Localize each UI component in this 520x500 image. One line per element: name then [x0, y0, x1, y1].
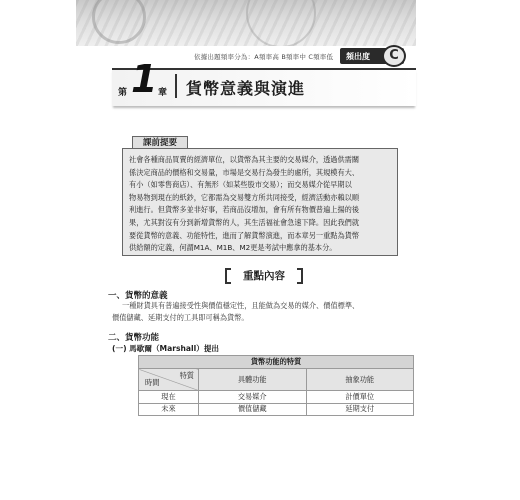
table-row — [139, 391, 414, 404]
frequency-badge-label: 頻出度 — [346, 52, 370, 61]
table-row — [139, 403, 414, 416]
preface-line: 有小（如零售商店）、有無形（如某些股市交易）；而交易媒介從早期以 — [129, 180, 352, 190]
section-paragraph: 價值儲藏、延期支付的工具即可稱為貨幣。 — [112, 313, 249, 322]
preface-line: 要從貨幣的意義、功能特性，進而了解貨幣演進，而本章另一重點為貨幣 — [129, 230, 360, 240]
table-cell: 交易媒介 — [199, 391, 307, 404]
section-title: 二、貨幣功能 — [108, 333, 160, 343]
section-title: 一、貨幣的意義 — [108, 291, 168, 301]
corner-top-label: 特質 — [179, 371, 194, 380]
preface-line: 果，尤其對沒有分到新增貨幣的人，其生活福祉會急速下降。因此我們就 — [129, 217, 360, 227]
chapter-suffix: 章 — [158, 88, 168, 98]
preface-line: 物易物到現在的紙鈔，它都需為交易雙方所共同接受，經濟活動亦賴以順 — [129, 192, 360, 202]
money-function-table — [138, 355, 414, 416]
table-cell: 延期支付 — [306, 403, 414, 416]
preface-line: 供給額的定義，何謂M1A、M1B、M2更是考試中應拿的基本分。 — [129, 243, 337, 253]
header-banner — [76, 0, 416, 46]
column-header: 具體功能 — [199, 369, 307, 391]
table-caption: 貨幣功能的特質 — [139, 356, 414, 369]
chapter-prefix: 第 — [118, 88, 128, 98]
table-cell: 未來 — [139, 403, 199, 416]
table-cell: 現在 — [139, 391, 199, 404]
preface-line: 利進行。但貨幣多並非好事，若商品沒增加，會有所有物價普遍上揚的後 — [129, 205, 360, 215]
section-paragraph: 一種財貨具有普遍接受性與價值穩定性，且能做為交易的媒介、價值標準、 — [122, 301, 360, 310]
preface-tab: 課前提要 — [132, 136, 188, 150]
frequency-badge — [340, 48, 404, 64]
table-cell: 計價單位 — [306, 391, 414, 404]
key-points-heading: 重點內容 — [225, 268, 303, 284]
chapter-number: 1 — [131, 57, 158, 101]
table-corner-cell — [139, 369, 199, 391]
subsection-title: (一) 馬歇爾（Marshall）提出 — [112, 344, 220, 353]
chapter-divider — [175, 74, 177, 98]
preface-box — [122, 148, 398, 256]
table-cell: 價值儲藏 — [199, 403, 307, 416]
frequency-note: 依據出題頻率分為：A頻率高 B頻率中 C頻率低 — [194, 53, 334, 61]
chapter-title: 貨幣意義與演進 — [186, 79, 306, 98]
frequency-grade: C — [382, 45, 406, 67]
preface-line: 社會各種商品買賣的經濟單位，以貨幣為其主要的交易媒介，透過供需關 — [129, 155, 360, 164]
column-header: 抽象功能 — [306, 369, 414, 391]
corner-bottom-label: 時間 — [145, 378, 160, 387]
preface-line: 係決定商品的價格和交易量，市場是交易行為發生的處所，其規模有大、 — [129, 167, 360, 177]
